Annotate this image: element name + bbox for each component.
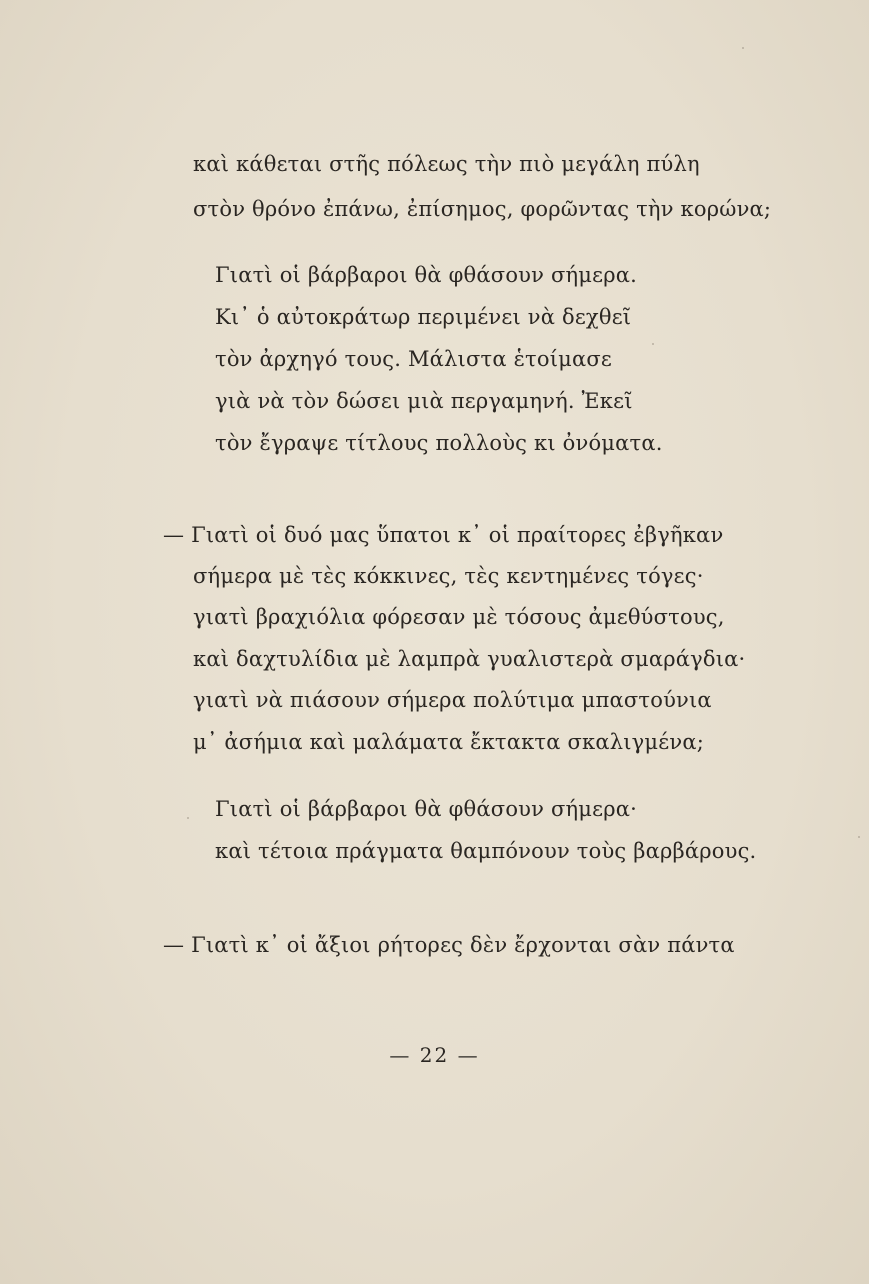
paper-speck xyxy=(652,343,654,345)
verse-line: γιὰ νὰ τὸν δώσει μιὰ περγαμηνή. Ἐκεῖ xyxy=(215,389,633,413)
verse-line: καὶ δαχτυλίδια μὲ λαμπρὰ γυαλιστερὰ σμαράγδια· xyxy=(193,647,746,671)
verse-line: καὶ κάθεται στῆς πόλεως τὴν πιὸ μεγάλη πύλη xyxy=(193,152,700,176)
paper-speck xyxy=(187,817,189,819)
verse-line: τὸν ἀρχηγό τους. Μάλιστα ἑτοίμασε xyxy=(215,347,612,371)
verse-line: γιατὶ βραχιόλια φόρεσαν μὲ τόσους ἀμεθύστους, xyxy=(193,605,725,629)
verse-line: τὸν ἔγραψε τίτλους πολλοὺς κι ὀνόματα. xyxy=(215,431,663,455)
verse-line: Κι᾽ ὁ αὐτοκράτωρ περιμένει νὰ δεχθεῖ xyxy=(215,305,632,329)
verse-line: — Γιατὶ κ᾽ οἱ ἄξιοι ρήτορες δὲν ἔρχονται σὰν πάντα xyxy=(163,933,735,957)
verse-line: Γιατὶ οἱ βάρβαροι θὰ φθάσουν σήμερα. xyxy=(215,263,638,287)
verse-line: γιατὶ νὰ πιάσουν σήμερα πολύτιμα μπαστούνια xyxy=(193,688,712,712)
verse-line: στὸν θρόνο ἐπάνω, ἐπίσημος, φορῶντας τὴν κορώνα; xyxy=(193,197,772,221)
verse-line: Γιατὶ οἱ βάρβαροι θὰ φθάσουν σήμερα· xyxy=(215,797,638,821)
verse-line: σήμερα μὲ τὲς κόκκινες, τὲς κεντημένες τόγες· xyxy=(193,564,704,588)
verse-line: — Γιατὶ οἱ δυό μας ὕπατοι κ᾽ οἱ πραίτορες ἐβγῆκαν xyxy=(163,523,724,547)
verse-line: μ᾽ ἀσήμια καὶ μαλάματα ἔκτακτα σκαλιγμένα; xyxy=(193,730,704,754)
paper-speck xyxy=(742,47,744,49)
page-number: — 22 — xyxy=(389,1043,480,1067)
verse-line: καὶ τέτοια πράγματα θαμπόνουν τοὺς βαρβάρους. xyxy=(215,839,757,863)
paper-speck xyxy=(858,836,860,838)
